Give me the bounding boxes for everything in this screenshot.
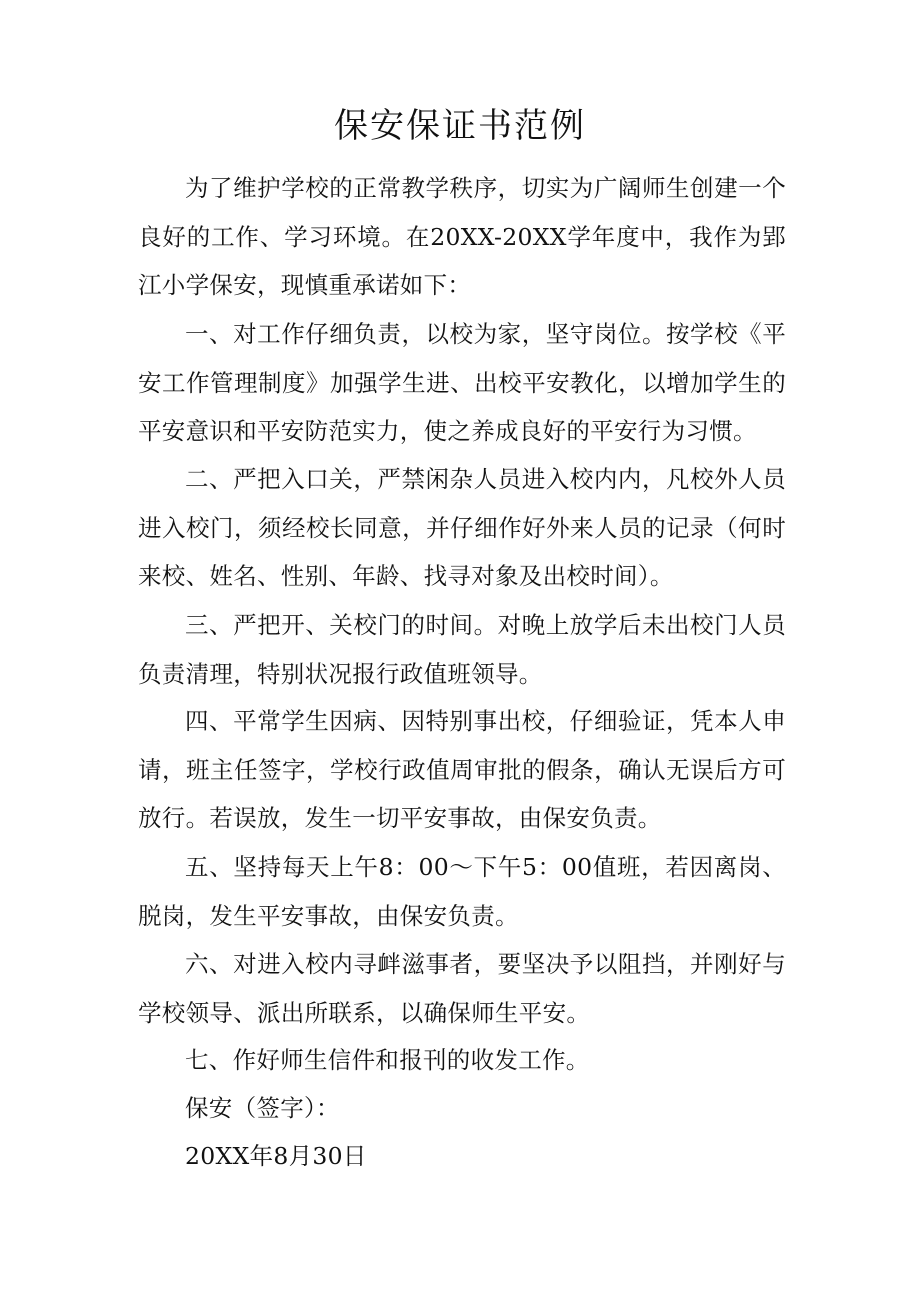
intro-paragraph: 为了维护学校的正常教学秩序，切实为广阔师生创建一个良好的工作、学习环境。在20XX-20XX学年度中，我作为郢江小学保安，现慎重承诺如下：: [138, 174, 786, 299]
commitment-item-7: 七、作好师生信件和报刊的收发工作。: [185, 1046, 590, 1074]
signature-label: 保安（签字）：: [185, 1094, 340, 1122]
commitment-item-4: 四、平常学生因病、因特别事出校，仔细验证，凭本人申请，班主任签字，学校行政值周审批的假条，确认无误后方可放行。若误放，发生一切平安事故，由保安负责。: [138, 707, 786, 832]
document-title: 保安保证书范例: [334, 106, 586, 146]
commitment-item-3: 三、严把开、关校门的时间。对晚上放学后未出校门人员负责清理，特别状况报行政值班领导。: [138, 611, 786, 688]
commitment-item-1: 一、对工作仔细负责，以校为家，坚守岗位。按学校《平安工作管理制度》加强学生进、出校平安教化，以增加学生的平安意识和平安防范实力，使之养成良好的平安行为习惯。: [138, 320, 786, 445]
commitment-item-5: 五、坚持每天上午8：00～下午5：00值班，若因离岗、脱岗，发生平安事故，由保安负责。: [138, 853, 786, 930]
commitment-item-6: 六、对进入校内寻衅滋事者，要坚决予以阻挡，并刚好与学校领导、派出所联系，以确保师生平安。: [138, 950, 786, 1027]
document-date: 20XX年8月30日: [185, 1142, 367, 1170]
commitment-item-2: 二、严把入口关，严禁闲杂人员进入校内内，凡校外人员进入校门，须经校长同意，并仔细作好外来人员的记录（何时来校、姓名、性别、年龄、找寻对象及出校时间）。: [138, 465, 786, 590]
